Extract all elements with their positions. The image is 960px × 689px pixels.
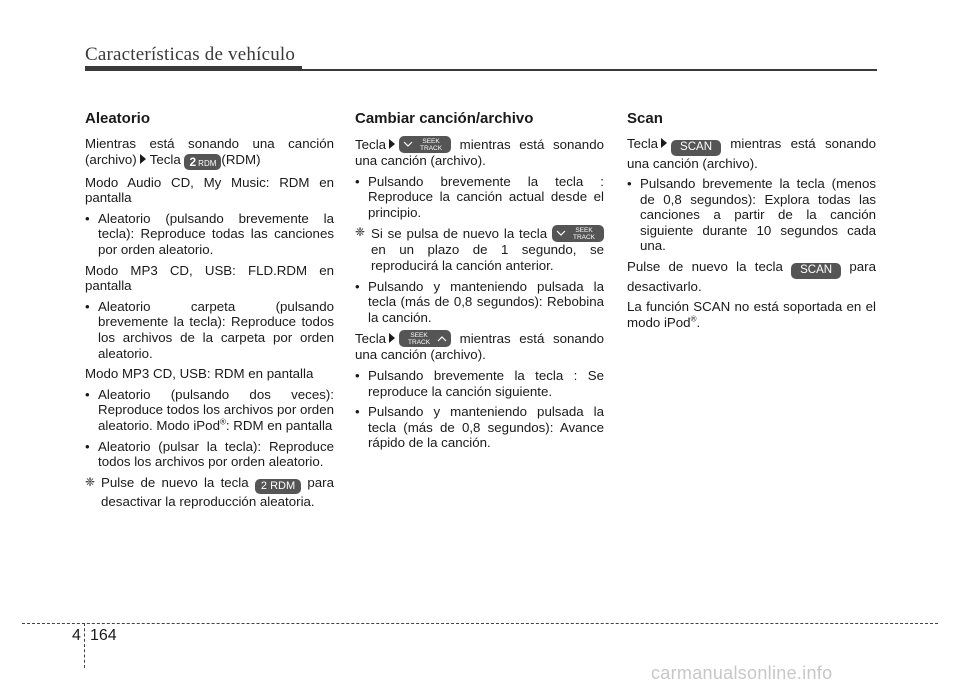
list-item: • Pulsando brevemente la tecla : Reproduce la canción actual desde el principio. bbox=[355, 173, 604, 220]
header-rule-thin bbox=[302, 69, 877, 71]
section-title-aleatorio: Aleatorio bbox=[85, 110, 151, 127]
list-item: • Pulsando brevemente la tecla : Se reproduce la canción siguiente. bbox=[355, 367, 604, 399]
paragraph: Modo MP3 CD, USB: FLD.RDM en pantalla bbox=[85, 262, 334, 294]
watermark: carmanualsonline.info bbox=[651, 663, 833, 683]
seek-track-up-key-icon: SEEK TRACK bbox=[399, 330, 451, 347]
note-icon: ❈ bbox=[85, 474, 96, 489]
footer-divider bbox=[22, 623, 938, 624]
list-item: • Pulsando y manteniendo pulsada la tecla (más de 0,8 segundos): Avance rápido de la canción. bbox=[355, 404, 604, 451]
arrow-right-icon bbox=[389, 333, 395, 343]
chapter-number: 4 bbox=[72, 627, 81, 644]
rdm-key-icon: 2 RDM bbox=[255, 479, 301, 494]
paragraph: Tecla SEEK TRACK mientras está sonando una canción (archivo). bbox=[355, 331, 604, 363]
paragraph: Modo Audio CD, My Music: RDM en pantalla bbox=[85, 174, 334, 206]
section-aleatorio bbox=[85, 110, 334, 514]
section-cambiar-cancion bbox=[355, 110, 604, 456]
rdm-key-icon: 2 RDM bbox=[184, 154, 221, 170]
paragraph: Tecla SCAN mientras está sonando una canción (archivo). bbox=[627, 136, 877, 171]
list-item: • Aleatorio (pulsando dos veces): Reproduce todos los archivos por orden aleatorio. Modo iPod®: RDM en pantalla bbox=[85, 386, 334, 433]
paragraph: Mientras está sonando una canción (archivo) Tecla 2 RDM (RDM) bbox=[85, 136, 334, 169]
arrow-right-icon bbox=[389, 139, 395, 149]
seek-track-down-key-icon: SEEK TRACK bbox=[399, 136, 451, 153]
arrow-right-icon bbox=[661, 138, 667, 148]
paragraph: Pulse de nuevo la tecla SCAN para desactivarlo. bbox=[627, 259, 876, 294]
scan-key-icon: SCAN bbox=[791, 263, 841, 279]
section-title-cambiar-cancion: Cambiar canción/archivo bbox=[355, 110, 534, 127]
page-number: 164 bbox=[90, 627, 117, 644]
paragraph: La función SCAN no está soportada en el modo iPod®. bbox=[627, 299, 876, 330]
footer-vertical-divider bbox=[84, 623, 85, 668]
registered-mark: ® bbox=[219, 417, 226, 427]
note-item: ❈ Si se pulsa de nuevo la tecla SEEK TRACK en un plazo de 1 segundo, se reproducirá la canción anterior. bbox=[355, 225, 604, 273]
list-item: • Aleatorio (pulsando brevemente la tecla): Reproduce todas las canciones por orden aleatorio. bbox=[85, 210, 334, 257]
note-item: ❈ Pulse de nuevo la tecla 2 RDM para desactivar la reproducción aleatoria. bbox=[85, 474, 334, 509]
list-item: • Pulsando y manteniendo pulsada la tecla (más de 0,8 segundos): Rebobina la canción. bbox=[355, 278, 604, 325]
scan-key-icon: SCAN bbox=[671, 140, 721, 156]
note-icon: ❈ bbox=[355, 225, 366, 240]
registered-mark: ® bbox=[690, 314, 697, 324]
arrow-right-icon bbox=[140, 154, 146, 164]
section-title-scan: Scan bbox=[627, 110, 663, 127]
header-rule-thick bbox=[85, 66, 302, 71]
paragraph: Modo MP3 CD, USB: RDM en pantalla bbox=[85, 366, 314, 382]
list-item: • Aleatorio carpeta (pulsando brevemente la tecla): Reproduce todos los archivos de la carpeta por orden aleatorio. bbox=[85, 298, 334, 361]
seek-track-down-key-icon: SEEK TRACK bbox=[552, 225, 604, 242]
section-scan bbox=[627, 110, 876, 335]
list-item: • Aleatorio (pulsar la tecla): Reproduce todos los archivos por orden aleatorio. bbox=[85, 438, 334, 470]
page-header-title: Características de vehículo bbox=[85, 44, 296, 65]
paragraph: Tecla SEEK TRACK mientras está sonando una canción (archivo). bbox=[355, 137, 604, 168]
list-item: • Pulsando brevemente la tecla (menos de 0,8 segundos): Explora todas las canciones a partir de la canción siguiente durante 10 segundos cada una. bbox=[627, 176, 876, 254]
